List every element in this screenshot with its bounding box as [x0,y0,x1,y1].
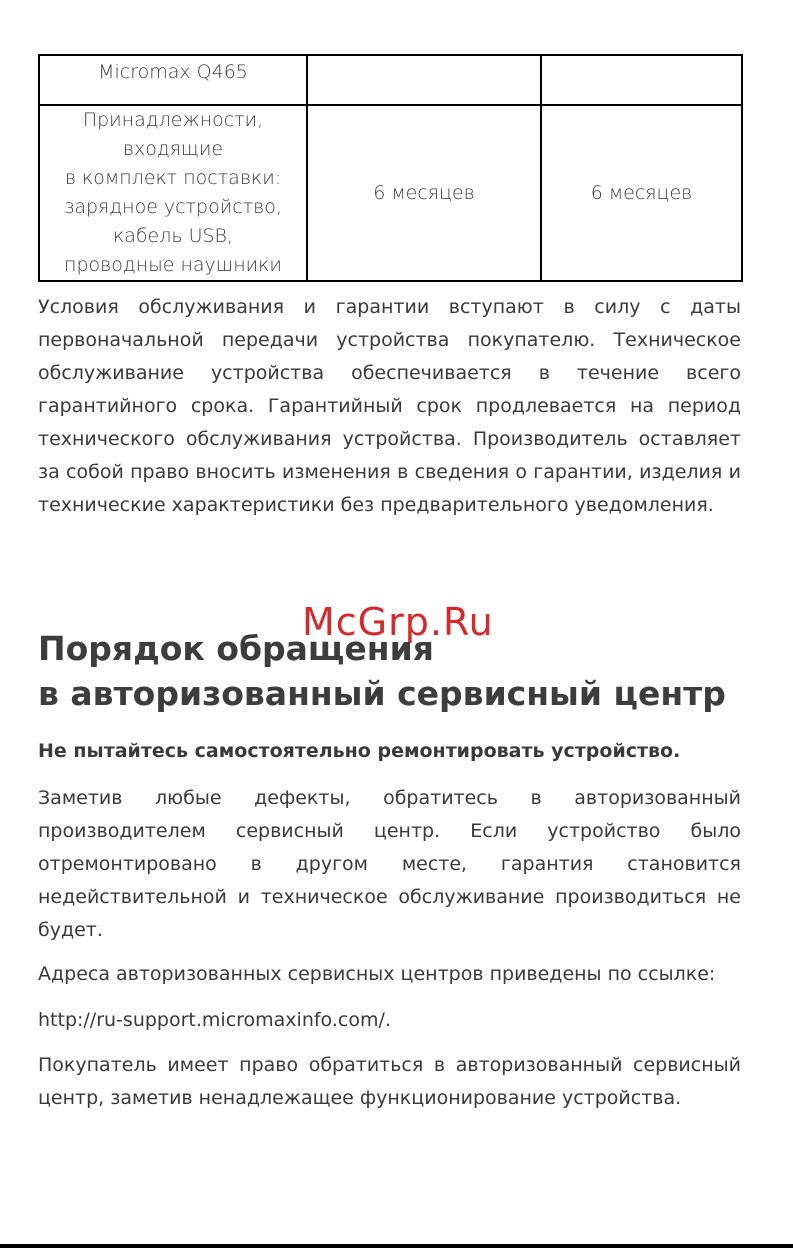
accessories-line: проводные наушники [64,254,282,276]
table-row [39,105,742,281]
accessories-cell [39,105,307,281]
rights-paragraph: Покупатель имеет право обратиться в авторизованный сервисный центр, заметив ненадлежащее функционирование устройства. [38,1054,741,1109]
warranty-period-cell: 6 месяцев [541,105,742,281]
conditions-paragraph: Условия обслуживания и гарантии вступают в силу с даты первоначальной передачи устройства покупателю. Техническое обслуживание устройства обеспечивается в течение всего гарантийного срока. Гарантийный срок продлевается на период технического обслуживания устройства. Производитель оставляет за собой право вносить изменения в сведения о гарантии, изделия и технические характеристики без предварительного уведомления. [38,296,741,516]
heading-line: в авторизованный сервисный центр [38,674,726,713]
accessories-line: Принадлежности, [82,109,264,131]
accessories-line: входящие [122,138,224,160]
accessories-line: в комплект поставки: [64,167,282,189]
defects-paragraph: Заметив любые дефекты, обратитесь в авторизованный производителем сервисный центр. Если устройство было отремонтировано в другом месте, гарантия становится недействительной и техническое обслуживание производиться не будет. [38,787,741,941]
empty-cell [541,55,742,105]
document-page [38,0,741,1248]
addresses-paragraph: Адреса авторизованных сервисных центров приведены по ссылке: [38,963,716,985]
bottom-border [0,1244,793,1248]
warning-text: Не пытайтесь самостоятельно ремонтировать устройство. [38,740,681,762]
accessories-line: кабель USB, [112,225,234,247]
empty-cell [307,55,541,105]
table-row [39,55,742,105]
warranty-table [38,54,743,282]
accessories-line: зарядное устройство, [64,196,282,218]
device-cell: Micromax Q465 [39,55,307,105]
section-heading [38,626,741,716]
heading-line: Порядок обращения [38,629,434,668]
warranty-period-cell: 6 месяцев [307,105,541,281]
support-url-link[interactable]: http://ru-support.micromaxinfo.com/. [38,1009,391,1031]
watermark-text: McGrp.Ru [302,600,494,644]
